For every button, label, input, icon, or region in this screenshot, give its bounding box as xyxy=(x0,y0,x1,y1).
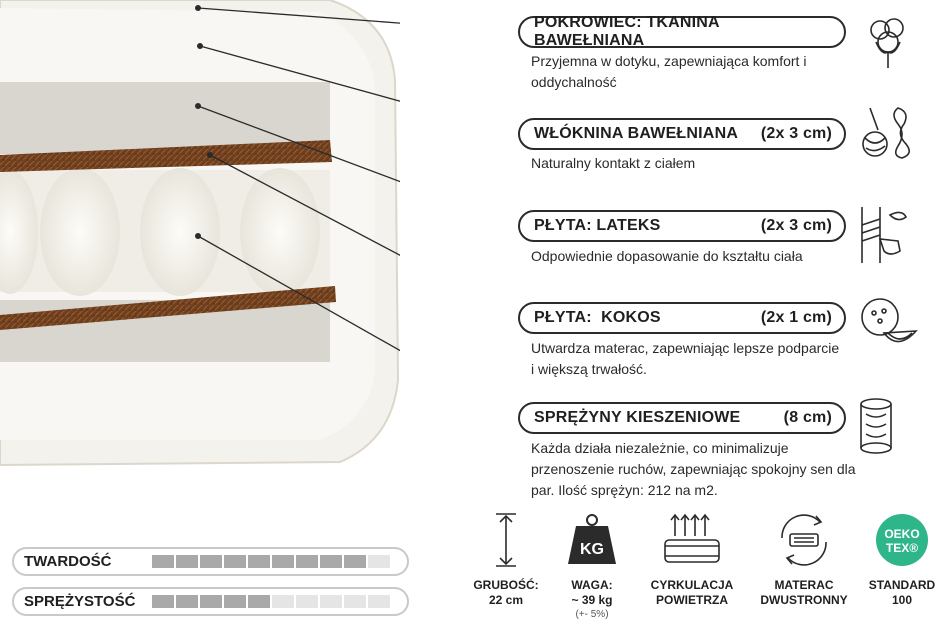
layer-coconut-title: PŁYTA: KOKOS xyxy=(534,309,661,326)
air-circulation-label: CYRKULACJA xyxy=(650,578,734,592)
layer-cotton-fleece-pill xyxy=(518,118,846,150)
layer-springs-pill xyxy=(518,402,846,434)
layer-cover-pill xyxy=(518,16,846,48)
weight-kg-icon xyxy=(564,512,620,568)
svg-text:TEX®: TEX® xyxy=(885,541,919,555)
layer-cover-title: POKROWIEC: TKANINA BAWEŁNIANA xyxy=(534,14,720,49)
rating-segment xyxy=(200,595,222,608)
air-circulation-icon xyxy=(661,512,723,568)
hardness-rating xyxy=(12,547,409,576)
rating-segment xyxy=(296,555,318,568)
weight-value: ~ 39 kg xyxy=(571,593,613,607)
rating-segment xyxy=(320,555,342,568)
elasticity-segments xyxy=(152,595,390,608)
rating-segment xyxy=(248,595,270,608)
feature-thickness xyxy=(456,512,556,608)
pocket-spring-icon xyxy=(858,396,918,456)
rating-segment xyxy=(152,595,174,608)
rating-segment xyxy=(248,555,270,568)
thickness-value: 22 cm xyxy=(488,593,524,607)
air-circulation-value: POWIETRZA xyxy=(656,593,728,607)
layer-latex-size: (2x 3 cm) xyxy=(760,217,832,234)
layer-springs-title: SPRĘŻYNY KIESZENIOWE xyxy=(534,409,741,426)
rating-segment xyxy=(152,555,174,568)
coconut-icon xyxy=(858,295,918,355)
hardness-label: TWARDOŚĆ xyxy=(24,553,112,570)
oeko-tex-logo xyxy=(874,512,930,568)
rating-segment xyxy=(344,555,366,568)
elasticity-label: SPRĘŻYSTOŚĆ xyxy=(24,593,136,610)
rating-segment xyxy=(320,595,342,608)
rubber-tree-icon xyxy=(858,205,918,265)
layer-cotton-fleece-title: WŁÓKNINA BAWEŁNIANA xyxy=(534,125,739,142)
rating-segment xyxy=(200,555,222,568)
oeko-tex-label: STANDARD xyxy=(868,578,936,592)
weight-note: (+- 5%) xyxy=(575,609,609,620)
rating-segment xyxy=(272,555,294,568)
layer-springs-description: Każda działa niezależnie, co minimalizuje przenoszenie ruchów, zapewniając spokojny sen dla par. Ilość sprężyn: 212 na m2. xyxy=(531,440,856,498)
rating-segment xyxy=(296,595,318,608)
thickness-label: GRUBOŚĆ: xyxy=(473,578,539,592)
rating-segment xyxy=(224,595,246,608)
feature-air-circulation xyxy=(642,512,742,608)
double-sided-label: MATERAC xyxy=(774,578,834,592)
rating-segment xyxy=(368,595,390,608)
mattress-cross-section xyxy=(0,0,400,470)
layer-latex-title: PŁYTA: LATEKS xyxy=(534,217,661,234)
rating-segment xyxy=(224,555,246,568)
layer-cotton-fleece-description: Naturalny kontakt z ciałem xyxy=(531,155,696,171)
oeko-tex-value: 100 xyxy=(891,593,913,607)
layer-cotton-fleece-size: (2x 3 cm) xyxy=(760,125,832,142)
layer-coconut-pill xyxy=(518,302,846,334)
hardness-segments xyxy=(152,555,390,568)
svg-text:KG: KG xyxy=(580,541,604,558)
layer-latex-pill xyxy=(518,210,846,242)
feature-weight xyxy=(542,512,642,622)
layer-latex-description: Odpowiednie dopasowanie do kształtu ciała xyxy=(531,248,803,264)
cotton-flower-icon xyxy=(858,10,918,70)
feature-double-sided xyxy=(754,512,854,608)
svg-text:OEKO: OEKO xyxy=(884,527,920,541)
layer-cover-description: Przyjemna w dotyku, zapewniająca komfort i oddychalność xyxy=(531,53,807,90)
rating-segment xyxy=(176,595,198,608)
layer-coconut-size: (2x 1 cm) xyxy=(760,309,832,326)
thickness-arrow-icon xyxy=(486,512,526,568)
double-sided-value: DWUSTRONNY xyxy=(760,593,848,607)
rating-segment xyxy=(272,595,294,608)
layer-coconut-description: Utwardza materac, zapewniając lepsze podparcie i większą trwałość. xyxy=(531,340,840,377)
weight-label: WAGA: xyxy=(571,578,613,592)
feature-oeko-tex xyxy=(852,512,950,608)
layer-springs-size: (8 cm) xyxy=(783,409,832,426)
yarn-skein-icon xyxy=(858,102,918,162)
rating-segment xyxy=(368,555,390,568)
double-sided-mattress-icon xyxy=(776,512,832,568)
elasticity-rating xyxy=(12,587,409,616)
rating-segment xyxy=(344,595,366,608)
rating-segment xyxy=(176,555,198,568)
